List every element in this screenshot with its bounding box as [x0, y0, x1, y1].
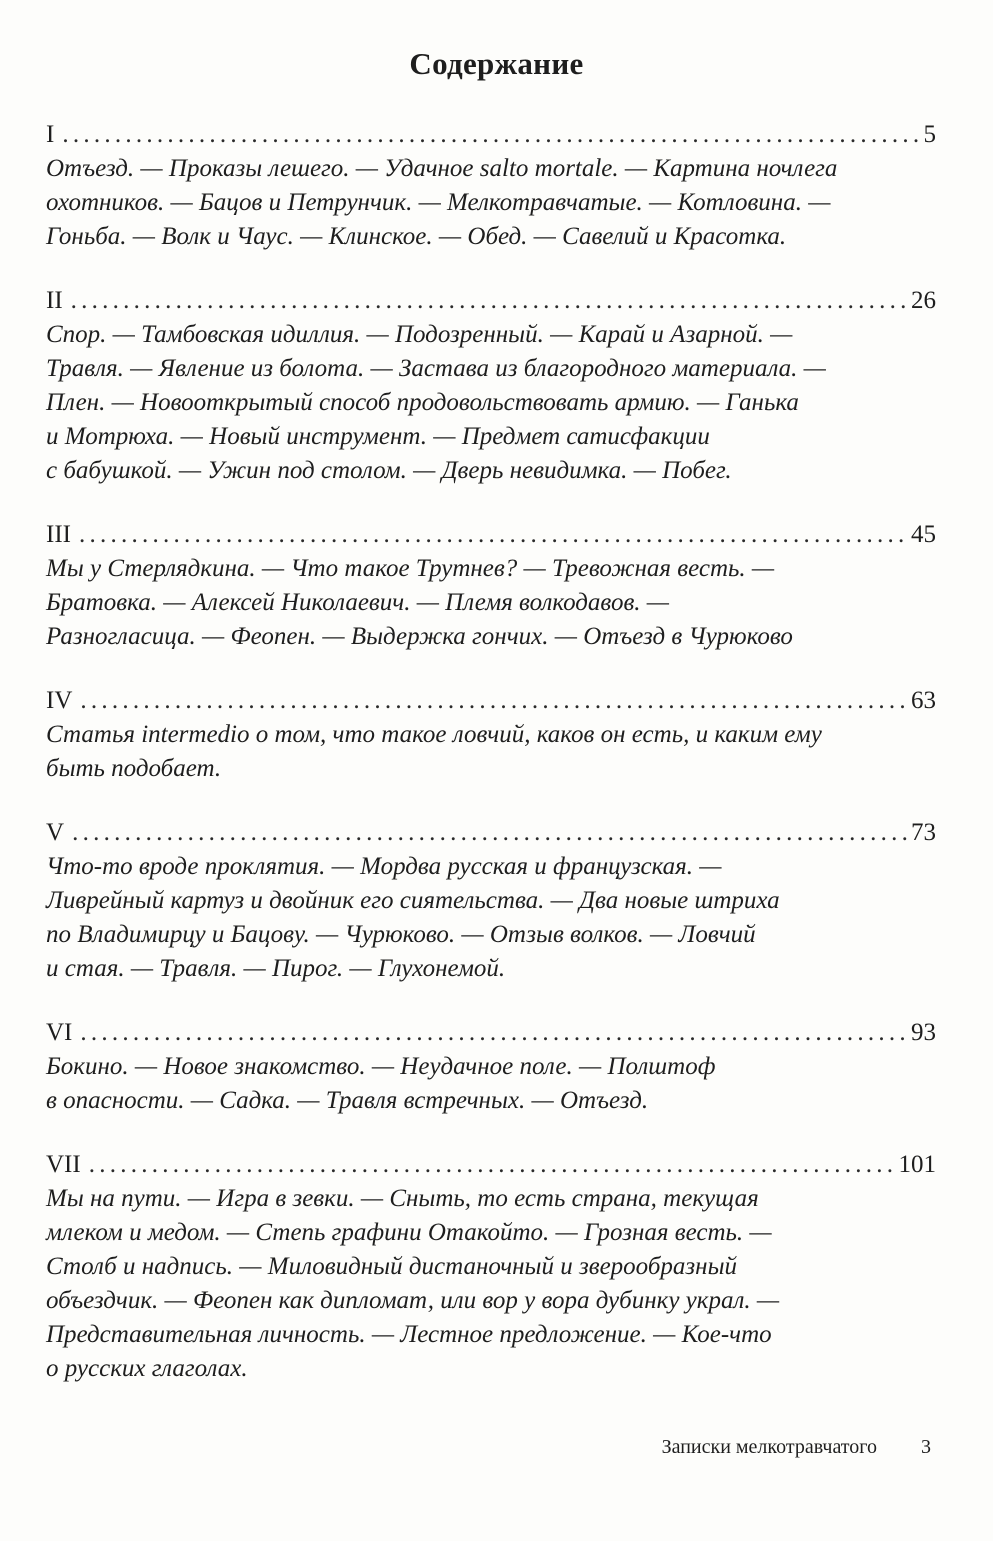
chapter-number: V — [46, 819, 65, 846]
toc-heading-line[interactable] — [46, 1016, 936, 1050]
toc-entry-3 — [46, 518, 936, 654]
summary-line: объездчик. — Феопен как дипломат, или вор у вора дубинку украл. — — [46, 1287, 780, 1314]
page-number: 101 — [898, 1151, 936, 1178]
summary-line: с бабушкой. — Ужин под столом. — Дверь невидимка. — Побег. — [46, 457, 732, 484]
toc-heading-line[interactable] — [46, 816, 936, 850]
summary-line: и Мотрюха. — Новый инструмент. — Предмет сатисфакции — [46, 423, 710, 450]
page-number: 45 — [911, 521, 936, 548]
chapter-number: II — [46, 287, 63, 314]
toc-heading-line[interactable] — [46, 684, 936, 718]
toc-entry-6 — [46, 1016, 936, 1118]
page-number: 93 — [911, 1019, 936, 1046]
chapter-summary — [46, 152, 936, 254]
table-of-contents — [46, 118, 936, 1416]
dot-leader — [80, 684, 909, 718]
toc-heading-line[interactable] — [46, 118, 936, 152]
summary-line: Спор. — Тамбовская идиллия. — Подозренный. — Карай и Азарной. — — [46, 321, 793, 348]
summary-line: по Владимирцу и Бацову. — Чурюково. — Отзыв волков. — Ловчий — [46, 921, 756, 948]
summary-line: Травля. — Явление из болота. — Застава из благородного материала. — — [46, 355, 826, 382]
summary-line: Отъезд. — Проказы лешего. — Удачное salto mortale. — Картина ночлега — [46, 155, 838, 182]
chapter-summary — [46, 850, 936, 986]
toc-entry-5 — [46, 816, 936, 986]
summary-line: в опасности. — Садка. — Травля встречных. — Отъезд. — [46, 1087, 649, 1114]
summary-line: быть подобает. — [46, 755, 222, 782]
toc-heading-line[interactable] — [46, 1148, 936, 1182]
chapter-number: VII — [46, 1151, 81, 1178]
chapter-number: VI — [46, 1019, 73, 1046]
summary-line: млеком и медом. — Степь графини Отакойто. — Грозная весть. — — [46, 1219, 772, 1246]
page-number: 26 — [911, 287, 936, 314]
dot-leader — [80, 1016, 909, 1050]
page-number: 73 — [911, 819, 936, 846]
summary-line: Представительная личность. — Лестное предложение. — Кое-что — [46, 1321, 772, 1348]
summary-line: Бокино. — Новое знакомство. — Неудачное поле. — Полштоф — [46, 1053, 716, 1080]
toc-entry-2 — [46, 284, 936, 488]
summary-line: Разногласица. — Феопен. — Выдержка гончих. — Отъезд в Чурюково — [46, 623, 793, 650]
summary-line: Столб и надпись. — Миловидный дистаночный и зверообразный — [46, 1253, 738, 1280]
chapter-summary — [46, 718, 936, 786]
chapter-number: III — [46, 521, 71, 548]
chapter-summary — [46, 552, 936, 654]
page-number: 5 — [923, 121, 936, 148]
dot-leader — [79, 518, 909, 552]
toc-entry-4 — [46, 684, 936, 786]
chapter-number: IV — [46, 687, 73, 714]
summary-line: охотников. — Бацов и Петрунчик. — Мелкотравчатые. — Котловина. — — [46, 189, 831, 216]
summary-line: Плен. — Новооткрытый способ продовольствовать армию. — Ганька — [46, 389, 799, 416]
dot-leader — [62, 118, 921, 152]
summary-line: Что-то вроде проклятия. — Мордва русская и французская. — — [46, 853, 722, 880]
summary-line: о русских глаголах. — [46, 1355, 248, 1382]
summary-line: Ливрейный картуз и двойник его сиятельства. — Два новые штриха — [46, 887, 780, 914]
summary-line: Статья intermedio о том, что такое ловчий, каков он есть, и каким ему — [46, 721, 822, 748]
summary-line: Мы у Стерлядкина. — Что такое Трутнев? — Тревожная весть. — — [46, 555, 775, 582]
toc-entry-7 — [46, 1148, 936, 1386]
footer-book-title: Записки мелкотравчатого — [661, 1436, 877, 1458]
chapter-summary — [46, 1050, 936, 1118]
summary-line: Мы на пути. — Игра в зевки. — Сныть, то есть страна, текущая — [46, 1185, 759, 1212]
summary-line: и стая. — Травля. — Пирог. — Глухонемой. — [46, 955, 506, 982]
dot-leader — [72, 816, 909, 850]
toc-heading-line[interactable] — [46, 284, 936, 318]
chapter-number: I — [46, 121, 55, 148]
toc-entry-1 — [46, 118, 936, 254]
dot-leader — [89, 1148, 897, 1182]
page-title: Содержание — [409, 46, 584, 81]
footer-page-number: 3 — [921, 1436, 931, 1458]
summary-line: Гоньба. — Волк и Чаус. — Клинское. — Обед. — Савелий и Красотка. — [46, 223, 787, 250]
chapter-summary — [46, 318, 936, 488]
page-number: 63 — [911, 687, 936, 714]
toc-heading-line[interactable] — [46, 518, 936, 552]
running-footer — [662, 1436, 931, 1459]
dot-leader — [71, 284, 909, 318]
summary-line: Братовка. — Алексей Николаевич. — Племя волкодавов. — — [46, 589, 670, 616]
chapter-summary — [46, 1182, 936, 1386]
